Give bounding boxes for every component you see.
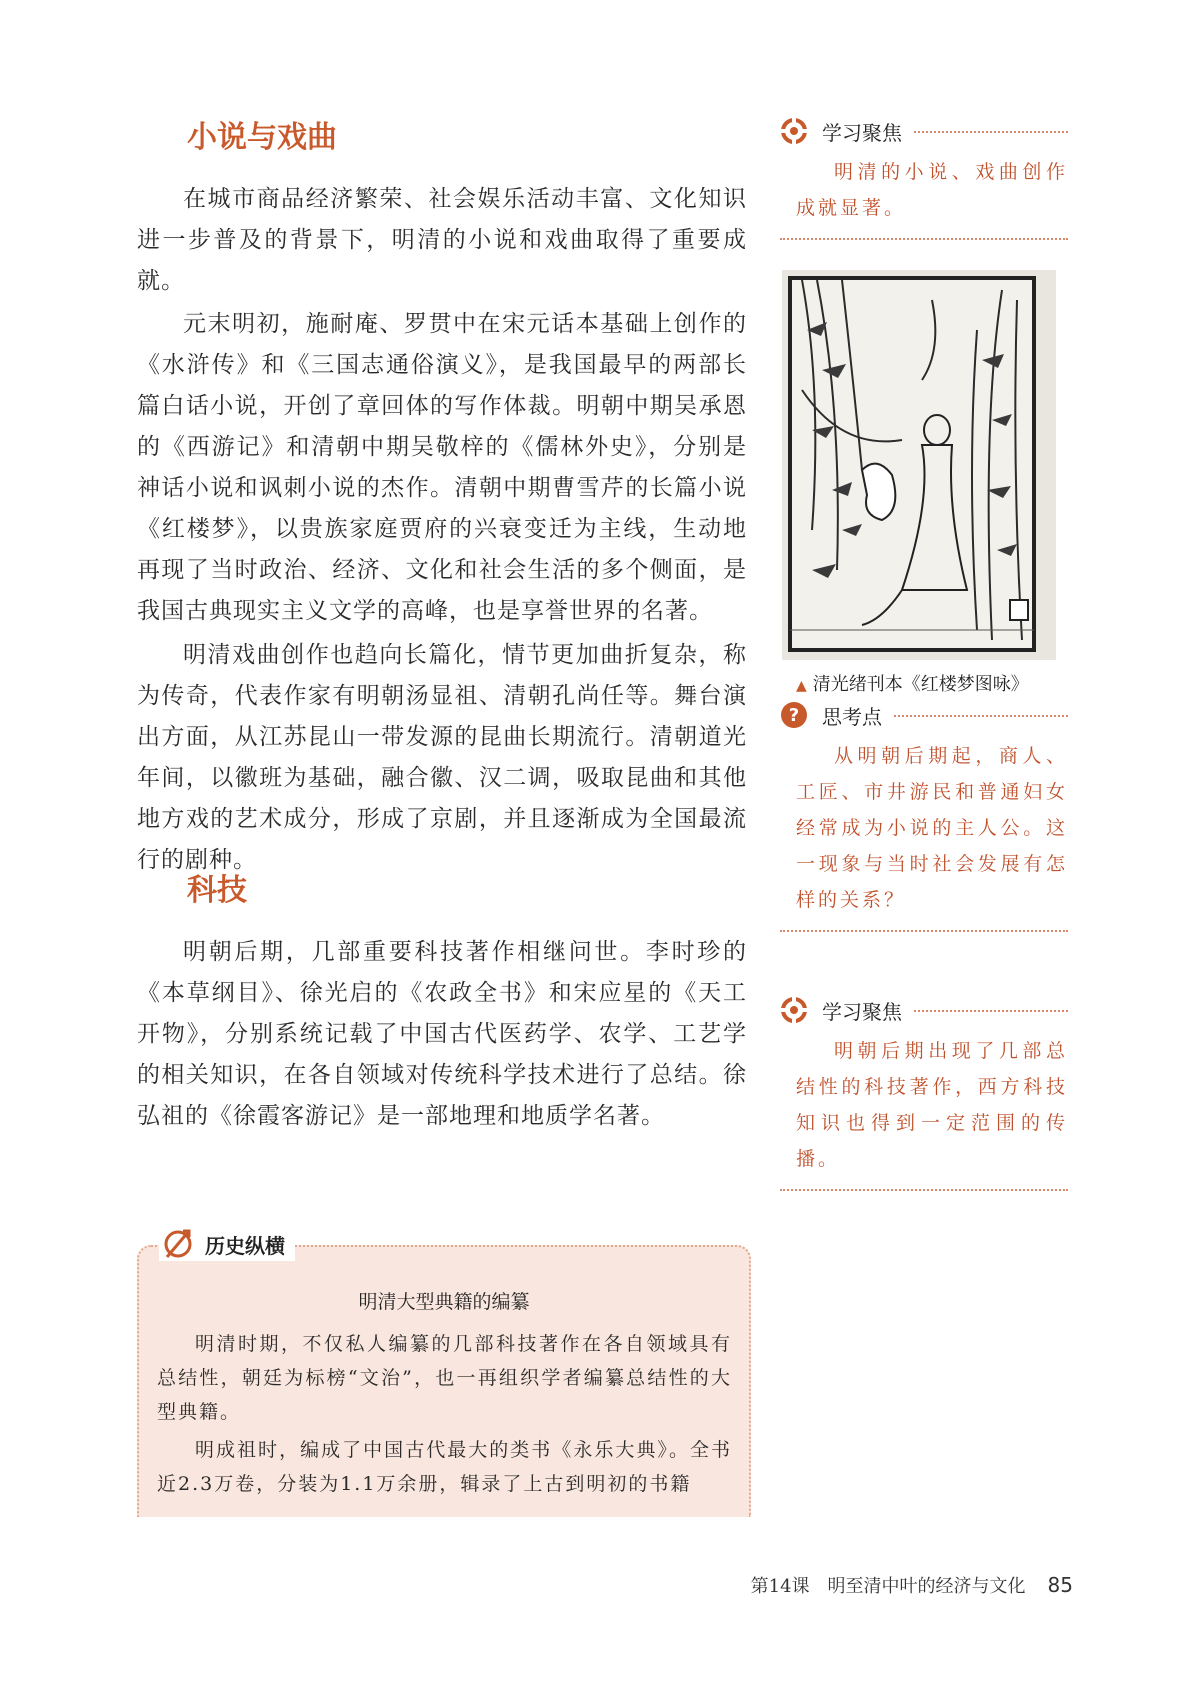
- think-point-title: 思考点: [822, 704, 882, 729]
- focus-target-icon: [780, 117, 808, 145]
- learning-focus-header: [780, 995, 1068, 1025]
- paragraph-drama: 明清戏曲创作也趋向长篇化，情节更加曲折复杂，称为传奇，代表作家有明朝汤显祖、清朝孔尚任等。舞台演出方面，从江苏昆山一带发源的昆曲长期流行。清朝道光年间，以徽班为基础，融合徽、汉二调，吸取昆曲和其他地方戏的艺术成分，形成了京剧，并且逐渐成为全国最流行的剧种。: [137, 642, 747, 873]
- paragraph-novels: 元末明初，施耐庵、罗贯中在宋元话本基础上创作的《水浒传》和《三国志通俗演义》，是我国最早的两部长篇白话小说，开创了章回体的写作体裁。明朝中期吴承恩的《西游记》和清朝中期吴敬梓的《儒林外史》，分别是神话小说和讽刺小说的杰作。清朝中期曹雪芹的长篇小说《红楼梦》，以贵族家庭贾府的兴衰变迁为主线，生动地再现了当时政治、经济、文化和社会生活的多个侧面，是我国古典现实主义文学的高峰，也是享誉世界的名著。: [137, 311, 747, 624]
- figure-caption: [796, 670, 1029, 696]
- learning-focus-title: 学习聚焦: [822, 999, 902, 1024]
- svg-text:?: ?: [788, 705, 800, 726]
- woodcut-illustration: [782, 270, 1056, 660]
- dotted-divider: [914, 131, 1068, 133]
- page-footer: [751, 1572, 1073, 1598]
- box-paragraph-2: 明成祖时，编成了中国古代最大的类书《永乐大典》。全书近2.3万卷，分装为1.1万余册，辑录了上古到明初的书籍: [157, 1439, 732, 1495]
- dotted-divider: [780, 1189, 1068, 1191]
- think-point-box: [780, 700, 1068, 932]
- figure-caption-text: 清光绪刊本《红楼梦图咏》: [812, 674, 1029, 695]
- focus-target-icon: [780, 996, 808, 1024]
- section-heading-science: 科技: [187, 873, 247, 908]
- dotted-divider: [780, 930, 1068, 932]
- dotted-divider: [914, 1010, 1068, 1012]
- lesson-title: 第14课 明至清中叶的经济与文化: [750, 1576, 1026, 1597]
- history-panorama-label: 历史纵横: [205, 1233, 285, 1258]
- learning-focus-text: 明朝后期出现了几部总结性的科技著作，西方科技知识也得到一定范围的传播。: [796, 1040, 1068, 1170]
- page-number: 85: [1047, 1573, 1073, 1597]
- triangle-up-icon: ▲: [796, 678, 807, 694]
- question-mark-icon: [780, 701, 808, 729]
- dotted-divider: [780, 238, 1068, 240]
- paragraph-science: 明朝后期，几部重要科技著作相继问世。李时珍的《本草纲目》、徐光启的《农政全书》和宋应星的《天工开物》，分别系统记载了中国古代医药学、农学、工艺学的相关知识，在各自领域对传统科学技术进行了总结。徐弘祖的《徐霞客游记》是一部地理和地质学名著。: [137, 939, 747, 1129]
- history-swirl-icon: [161, 1227, 195, 1261]
- dotted-divider: [894, 715, 1068, 717]
- think-point-header: [780, 700, 1068, 730]
- paragraph-fiction-intro: 在城市商品经济繁荣、社会娱乐活动丰富、文化知识进一步普及的背景下，明清的小说和戏曲取得了重要成就。: [137, 186, 747, 294]
- learning-focus-box-2: [780, 995, 1068, 1191]
- box-paragraph-1: 明清时期，不仅私人编纂的几部科技著作在各自领域具有总结性，朝廷为标榜“文治”，也一再组织学者编纂总结性的大型典籍。: [157, 1333, 732, 1423]
- illustration-hongloumeng: [782, 270, 1056, 660]
- learning-focus-header: [780, 116, 1068, 146]
- history-panorama-header: [159, 1227, 295, 1261]
- learning-focus-text: 明清的小说、戏曲创作成就显著。: [796, 161, 1068, 219]
- think-point-text: 从明朝后期起，商人、工匠、市井游民和普通妇女经常成为小说的主人公。这一现象与当时社会发展有怎样的关系？: [796, 745, 1068, 911]
- history-panorama-box: [137, 1233, 751, 1517]
- learning-focus-box-1: [780, 116, 1068, 240]
- learning-focus-title: 学习聚焦: [822, 120, 902, 145]
- box-article-title: 明清大型典籍的编纂: [358, 1291, 530, 1313]
- section-heading-fiction-drama: 小说与戏曲: [187, 120, 337, 155]
